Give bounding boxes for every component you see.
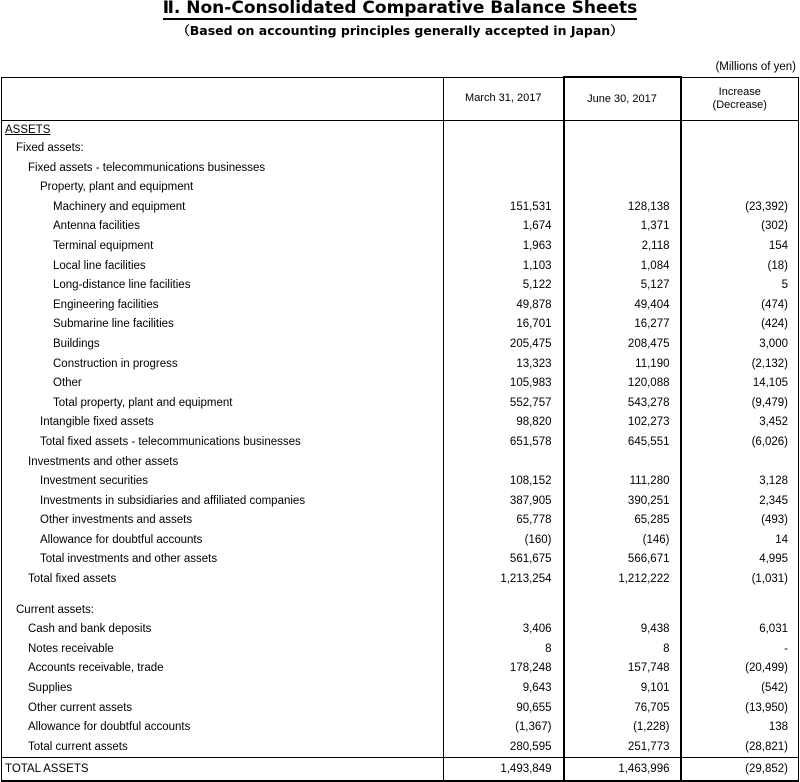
table-body — [2, 121, 799, 782]
value-june: 16,277 — [564, 315, 681, 335]
value-march: 13,323 — [444, 355, 564, 375]
value-increase: (474) — [681, 296, 799, 316]
value-june — [564, 178, 681, 198]
row-label-text: Intangible fixed assets — [40, 416, 154, 429]
value-increase: (424) — [681, 315, 799, 335]
header-row — [2, 77, 799, 121]
row-label-text: Total current assets — [28, 740, 128, 753]
value-march: 9,643 — [444, 679, 564, 699]
value-increase: (6,026) — [681, 433, 799, 453]
table-row — [2, 550, 799, 570]
row-label — [2, 394, 444, 414]
value-june — [564, 159, 681, 179]
row-label — [2, 718, 444, 738]
row-label-text: Allowance for doubtful accounts — [40, 533, 203, 546]
table-row — [2, 453, 799, 473]
value-march: (1,367) — [444, 718, 564, 738]
value-june: 543,278 — [564, 394, 681, 414]
value-increase: (493) — [681, 511, 799, 531]
value-increase: - — [681, 640, 799, 660]
row-label — [2, 296, 444, 316]
table-row — [2, 257, 799, 277]
value-march — [444, 453, 564, 473]
row-label-text: Antenna facilities — [53, 220, 140, 233]
spacer-cell — [564, 590, 681, 601]
value-march: 552,757 — [444, 394, 564, 414]
value-march — [444, 139, 564, 159]
row-label-text: Allowance for doubtful accounts — [28, 721, 191, 734]
total-label-text: TOTAL ASSETS — [5, 763, 89, 776]
row-label — [2, 335, 444, 355]
header-june: June 30, 2017 — [564, 77, 681, 121]
row-label — [2, 531, 444, 551]
row-label — [2, 257, 444, 277]
spacer-row — [2, 590, 799, 601]
row-label — [2, 570, 444, 590]
row-label-text: Total fixed assets - telecommunications businesses — [40, 435, 301, 448]
row-label — [2, 276, 444, 296]
row-label-text: Other — [53, 377, 82, 390]
assets-heading-text: ASSETS — [5, 124, 51, 136]
value-march: 178,248 — [444, 659, 564, 679]
value-june: 102,273 — [564, 413, 681, 433]
value-increase: 2,345 — [681, 492, 799, 512]
row-label-text: Other investments and assets — [40, 514, 193, 527]
value-march — [444, 178, 564, 198]
table-row — [2, 178, 799, 198]
header-march: March 31, 2017 — [444, 77, 564, 121]
value-june: 9,438 — [564, 620, 681, 640]
table-row — [2, 315, 799, 335]
value-march: 205,475 — [444, 335, 564, 355]
row-label — [2, 659, 444, 679]
value-june: 76,705 — [564, 699, 681, 719]
table-row — [2, 394, 799, 414]
total-march: 1,493,849 — [444, 758, 564, 782]
table-row — [2, 433, 799, 453]
row-label — [2, 640, 444, 660]
spacer-cell — [444, 590, 564, 601]
value-june: 65,285 — [564, 511, 681, 531]
total-june: 1,463,996 — [564, 758, 681, 782]
value-march: 1,674 — [444, 217, 564, 237]
header-increase-line1: Increase — [718, 85, 761, 98]
value-june: 645,551 — [564, 433, 681, 453]
value-increase — [681, 453, 799, 473]
row-label-text: Engineering facilities — [53, 298, 159, 311]
value-increase — [681, 159, 799, 179]
value-march: 105,983 — [444, 374, 564, 394]
value-june: 5,127 — [564, 276, 681, 296]
row-label — [2, 492, 444, 512]
value-june: 49,404 — [564, 296, 681, 316]
value-june: 120,088 — [564, 374, 681, 394]
row-label — [2, 198, 444, 218]
table-row — [2, 217, 799, 237]
table-row — [2, 531, 799, 551]
value-increase: (13,950) — [681, 699, 799, 719]
value-increase: 138 — [681, 718, 799, 738]
value-march: 65,778 — [444, 511, 564, 531]
value-march: 16,701 — [444, 315, 564, 335]
row-label-text: Cash and bank deposits — [28, 623, 152, 636]
value-march: 1,963 — [444, 237, 564, 257]
value-march: 5,122 — [444, 276, 564, 296]
table-row — [2, 640, 799, 660]
value-increase: (28,821) — [681, 738, 799, 758]
value-increase: (1,031) — [681, 570, 799, 590]
value-june: 1,084 — [564, 257, 681, 277]
value-increase: 154 — [681, 237, 799, 257]
row-label-text: Buildings — [53, 337, 100, 350]
value-june: 251,773 — [564, 738, 681, 758]
value-june: 11,190 — [564, 355, 681, 375]
row-label-text: Total fixed assets — [28, 573, 117, 586]
table-row — [2, 679, 799, 699]
value-june: 566,671 — [564, 550, 681, 570]
table-row — [2, 492, 799, 512]
value-increase: 6,031 — [681, 620, 799, 640]
value-june: 111,280 — [564, 472, 681, 492]
header-increase — [681, 77, 799, 121]
value-increase — [681, 139, 799, 159]
row-label-text: Investments in subsidiaries and affiliated companies — [40, 494, 306, 507]
table-row — [2, 159, 799, 179]
value-march: (160) — [444, 531, 564, 551]
row-label — [2, 472, 444, 492]
balance-sheet-table — [1, 76, 799, 782]
table-row — [2, 570, 799, 590]
value-june: (146) — [564, 531, 681, 551]
value-march: 3,406 — [444, 620, 564, 640]
value-increase: 14 — [681, 531, 799, 551]
table-row — [2, 472, 799, 492]
table-row — [2, 237, 799, 257]
row-label — [2, 315, 444, 335]
row-label — [2, 139, 444, 159]
table-row — [2, 276, 799, 296]
row-label-text: Long-distance line facilities — [53, 279, 191, 292]
value-increase: (542) — [681, 679, 799, 699]
row-label-text: Terminal equipment — [53, 239, 154, 252]
value-june: 157,748 — [564, 659, 681, 679]
row-label — [2, 374, 444, 394]
row-label — [2, 601, 444, 621]
value-increase: 14,105 — [681, 374, 799, 394]
row-label — [2, 620, 444, 640]
assets-heading — [2, 121, 444, 140]
value-increase: 5 — [681, 276, 799, 296]
value-march: 387,905 — [444, 492, 564, 512]
row-label — [2, 413, 444, 433]
row-label — [2, 679, 444, 699]
value-march: 98,820 — [444, 413, 564, 433]
value-increase: (23,392) — [681, 198, 799, 218]
table-row — [2, 620, 799, 640]
row-label-text: Investment securities — [40, 475, 149, 488]
header-increase-line2: (Decrease) — [712, 98, 767, 111]
value-increase — [681, 178, 799, 198]
row-label — [2, 550, 444, 570]
table-row — [2, 699, 799, 719]
table-row — [2, 659, 799, 679]
table-row — [2, 413, 799, 433]
total-label — [2, 758, 444, 782]
row-label-text: Machinery and equipment — [53, 200, 186, 213]
value-june: 2,118 — [564, 237, 681, 257]
row-label-text: Notes receivable — [28, 642, 114, 655]
row-label-text: Current assets: — [16, 603, 94, 616]
value-june: 8 — [564, 640, 681, 660]
table-row — [2, 355, 799, 375]
total-assets-row — [2, 758, 799, 782]
table-row — [2, 738, 799, 758]
table-row — [2, 296, 799, 316]
value-march: 1,103 — [444, 257, 564, 277]
value-march: 49,878 — [444, 296, 564, 316]
row-label — [2, 511, 444, 531]
row-label-text: Fixed assets: — [16, 142, 84, 154]
value-march: 151,531 — [444, 198, 564, 218]
row-label-text: Supplies — [28, 682, 73, 695]
row-label — [2, 699, 444, 719]
value-increase: (2,132) — [681, 355, 799, 375]
value-march: 1,213,254 — [444, 570, 564, 590]
value-june: (1,228) — [564, 718, 681, 738]
value-march: 561,675 — [444, 550, 564, 570]
value-increase: 3,000 — [681, 335, 799, 355]
row-label-text: Submarine line facilities — [53, 318, 174, 331]
value-june: 1,212,222 — [564, 570, 681, 590]
row-label-text: Construction in progress — [53, 357, 178, 370]
row-label-text: Other current assets — [28, 701, 133, 714]
total-increase: (29,852) — [681, 758, 799, 782]
row-label-text: Accounts receivable, trade — [28, 662, 164, 675]
value-june — [564, 453, 681, 473]
row-label-text: Property, plant and equipment — [40, 181, 194, 194]
row-label-text: Investments and other assets — [28, 455, 179, 468]
table-row — [2, 374, 799, 394]
value-june — [564, 601, 681, 621]
row-label-text: Total investments and other assets — [40, 553, 218, 566]
spacer-cell — [2, 590, 444, 601]
row-label — [2, 159, 444, 179]
table-row — [2, 718, 799, 738]
row-label-text: Fixed assets - telecommunications businesses — [28, 161, 266, 174]
value-increase: (302) — [681, 217, 799, 237]
row-label — [2, 237, 444, 257]
value-increase: 3,128 — [681, 472, 799, 492]
table-row — [2, 139, 799, 159]
row-label — [2, 355, 444, 375]
value-june: 390,251 — [564, 492, 681, 512]
value-march: 651,578 — [444, 433, 564, 453]
value-march: 8 — [444, 640, 564, 660]
table-row — [2, 335, 799, 355]
value-march — [444, 159, 564, 179]
value-increase: (20,499) — [681, 659, 799, 679]
header-label-cell — [2, 77, 444, 121]
table-row — [2, 601, 799, 621]
row-label-text: Total property, plant and equipment — [53, 396, 233, 409]
value-june: 128,138 — [564, 198, 681, 218]
row-label — [2, 217, 444, 237]
value-march: 90,655 — [444, 699, 564, 719]
value-increase: 4,995 — [681, 550, 799, 570]
spacer-cell — [681, 590, 799, 601]
value-june: 9,101 — [564, 679, 681, 699]
document-title-text: Ⅱ. Non-Consolidated Comparative Balance Sheets — [162, 0, 638, 18]
table-row — [2, 511, 799, 531]
value-june: 1,371 — [564, 217, 681, 237]
document-subtitle: （Based on accounting principles generally accepted in Japan） — [177, 23, 623, 38]
assets-heading-row — [2, 121, 799, 140]
value-increase: (18) — [681, 257, 799, 277]
row-label — [2, 738, 444, 758]
row-label — [2, 453, 444, 473]
value-march — [444, 601, 564, 621]
value-increase — [681, 601, 799, 621]
table-row — [2, 198, 799, 218]
units-note: (Millions of yen) — [715, 61, 796, 73]
value-june — [564, 139, 681, 159]
value-march: 108,152 — [444, 472, 564, 492]
value-increase: (9,479) — [681, 394, 799, 414]
value-increase: 3,452 — [681, 413, 799, 433]
row-label-text: Local line facilities — [53, 259, 146, 272]
value-june: 208,475 — [564, 335, 681, 355]
row-label — [2, 433, 444, 453]
document-title — [0, 0, 800, 19]
row-label — [2, 178, 444, 198]
value-march: 280,595 — [444, 738, 564, 758]
